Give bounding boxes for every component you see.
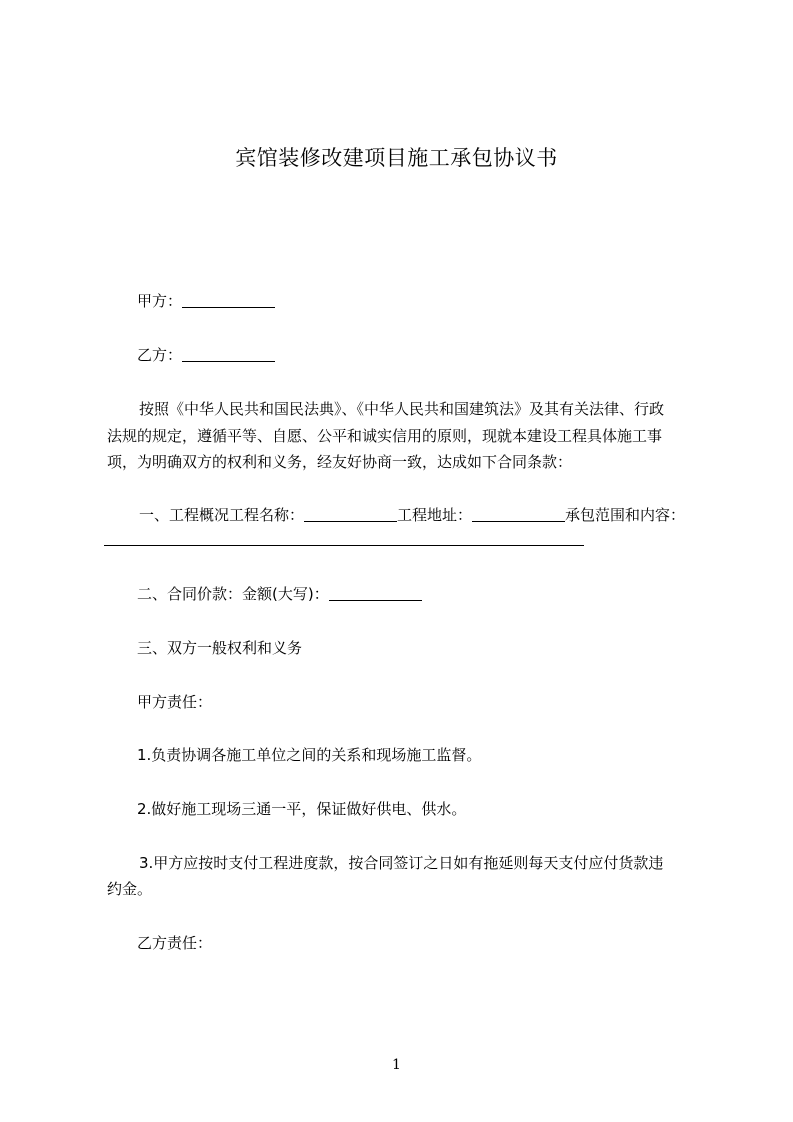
amount-blank [329,584,422,601]
address-label: 工程地址： [397,506,473,524]
list-item: 1.负责协调各施工单位之间的关系和现场施工监督。 [137,746,482,764]
project-name-blank [304,505,397,522]
list-item-continuation: 约金。 [107,880,153,898]
list-item: 3.甲方应按时支付工程进度款，按合同签订之日如有拖延则每天支付应付货款违 [139,854,664,872]
intro-line-1: 按照《中华人民共和国民法典》、《中华人民共和国建筑法》及其有关法律、行政 [139,400,665,418]
party-b-label: 乙方： [137,346,183,364]
page-number: 1 [392,1057,401,1073]
section2-line [137,584,422,604]
party-a-line [137,291,275,311]
party-a-label: 甲方： [137,292,183,310]
section3-heading: 三、双方一般权利和义务 [137,639,303,657]
list-item: 2.做好施工现场三通一平，保证做好供电、供水。 [137,800,467,818]
party-b-line [137,345,275,365]
scope-label: 承包范围和内容： [565,506,686,524]
party-b-blank [182,345,275,362]
party-a-blank [182,291,275,308]
party-a-duty-heading: 甲方责任： [137,693,213,711]
scope-blank [104,545,584,546]
intro-line-3: 项，为明确双方的权利和义务，经友好协商一致，达成如下合同条款： [107,453,573,471]
section1-prefix: 一、工程概况工程名称： [139,506,305,524]
page-title: 宾馆装修改建项目施工承包协议书 [235,146,558,170]
section2-prefix: 二、合同价款：金额(大写)： [137,585,329,603]
address-blank [472,505,565,522]
intro-line-2: 法规的规定，遵循平等、自愿、公平和诚实信用的原则，现就本建设工程具体施工事 [107,427,663,445]
section1-line [139,505,685,525]
party-b-duty-heading: 乙方责任： [137,934,213,952]
